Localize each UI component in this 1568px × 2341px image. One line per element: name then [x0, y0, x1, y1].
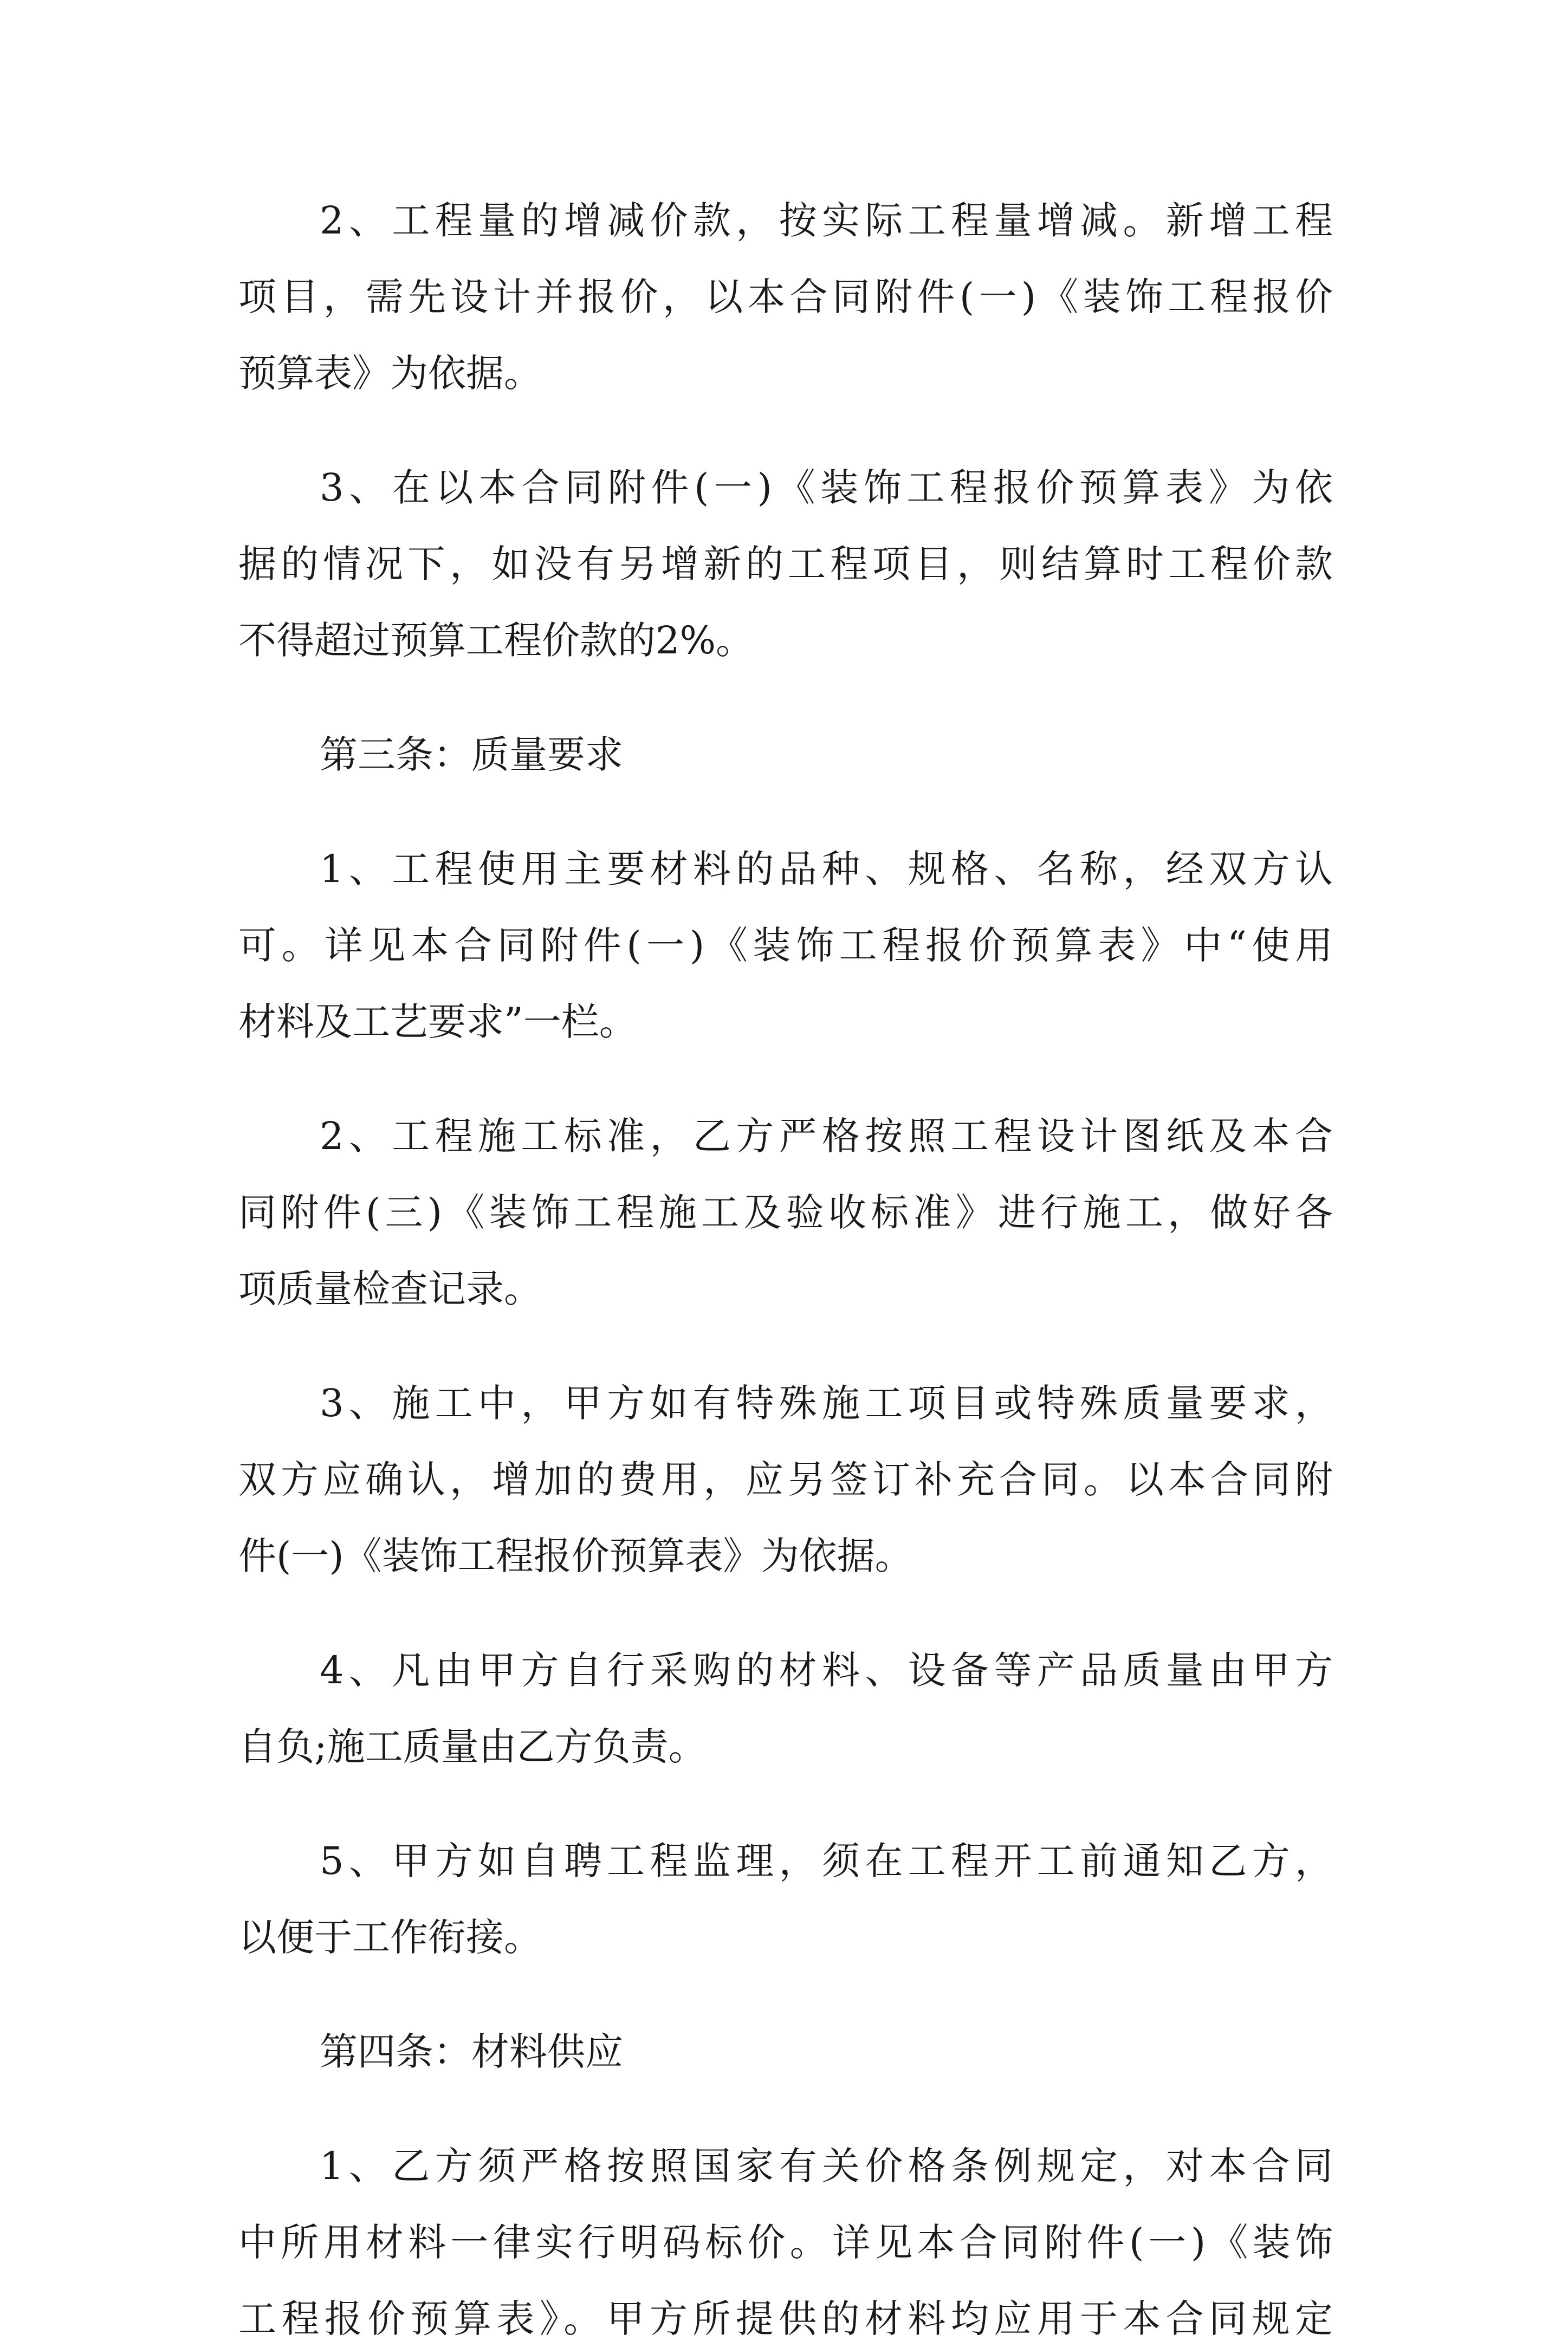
text-line: 工程报价预算表》。甲方所提供的材料均应用于本合同规定	[238, 2297, 1333, 2341]
section-heading: 第四条：材料供应	[320, 2029, 623, 2074]
text-line: 同附件(三)《装饰工程施工及验收标准》进行施工，做好各	[238, 1190, 1333, 1235]
text-line: 材料及工艺要求”一栏。	[238, 1000, 637, 1044]
section-heading: 第三条：质量要求	[320, 732, 623, 777]
text-line: 5、甲方如自聘工程监理，须在工程开工前通知乙方，	[320, 1839, 1333, 1883]
text-line: 自负;施工质量由乙方负责。	[238, 1724, 707, 1769]
text-line: 不得超过预算工程价款的2%。	[238, 618, 754, 663]
text-line: 3、施工中，甲方如有特殊施工项目或特殊质量要求，	[320, 1381, 1333, 1425]
text-line: 4、凡由甲方自行采购的材料、设备等产品质量由甲方	[320, 1648, 1333, 1692]
text-line: 项质量检查记录。	[238, 1267, 542, 1311]
text-line: 双方应确认，增加的费用，应另签订补充合同。以本合同附	[238, 1457, 1333, 1502]
document-body	[238, 198, 1333, 2341]
text-line: 2、工程量的增减价款，按实际工程量增减。新增工程	[320, 198, 1333, 243]
text-line: 3、在以本合同附件(一)《装饰工程报价预算表》为依	[320, 465, 1333, 510]
text-line: 1、乙方须严格按照国家有关价格条例规定，对本合同	[320, 2144, 1333, 2188]
text-line: 2、工程施工标准，乙方严格按照工程设计图纸及本合	[320, 1114, 1333, 1158]
text-line: 项目，需先设计并报价，以本合同附件(一)《装饰工程报价	[238, 275, 1333, 319]
text-line: 件(一)《装饰工程报价预算表》为依据。	[238, 1534, 913, 1578]
text-line: 中所用材料一律实行明码标价。详见本合同附件(一)《装饰	[238, 2220, 1333, 2265]
text-line: 1、工程使用主要材料的品种、规格、名称，经双方认	[320, 847, 1333, 891]
text-line: 以便于工作衔接。	[238, 1915, 542, 1960]
text-line: 据的情况下，如没有另增新的工程项目，则结算时工程价款	[238, 542, 1333, 586]
text-line: 可。详见本合同附件(一)《装饰工程报价预算表》中“使用	[238, 923, 1333, 968]
text-line: 预算表》为依据。	[238, 351, 542, 395]
